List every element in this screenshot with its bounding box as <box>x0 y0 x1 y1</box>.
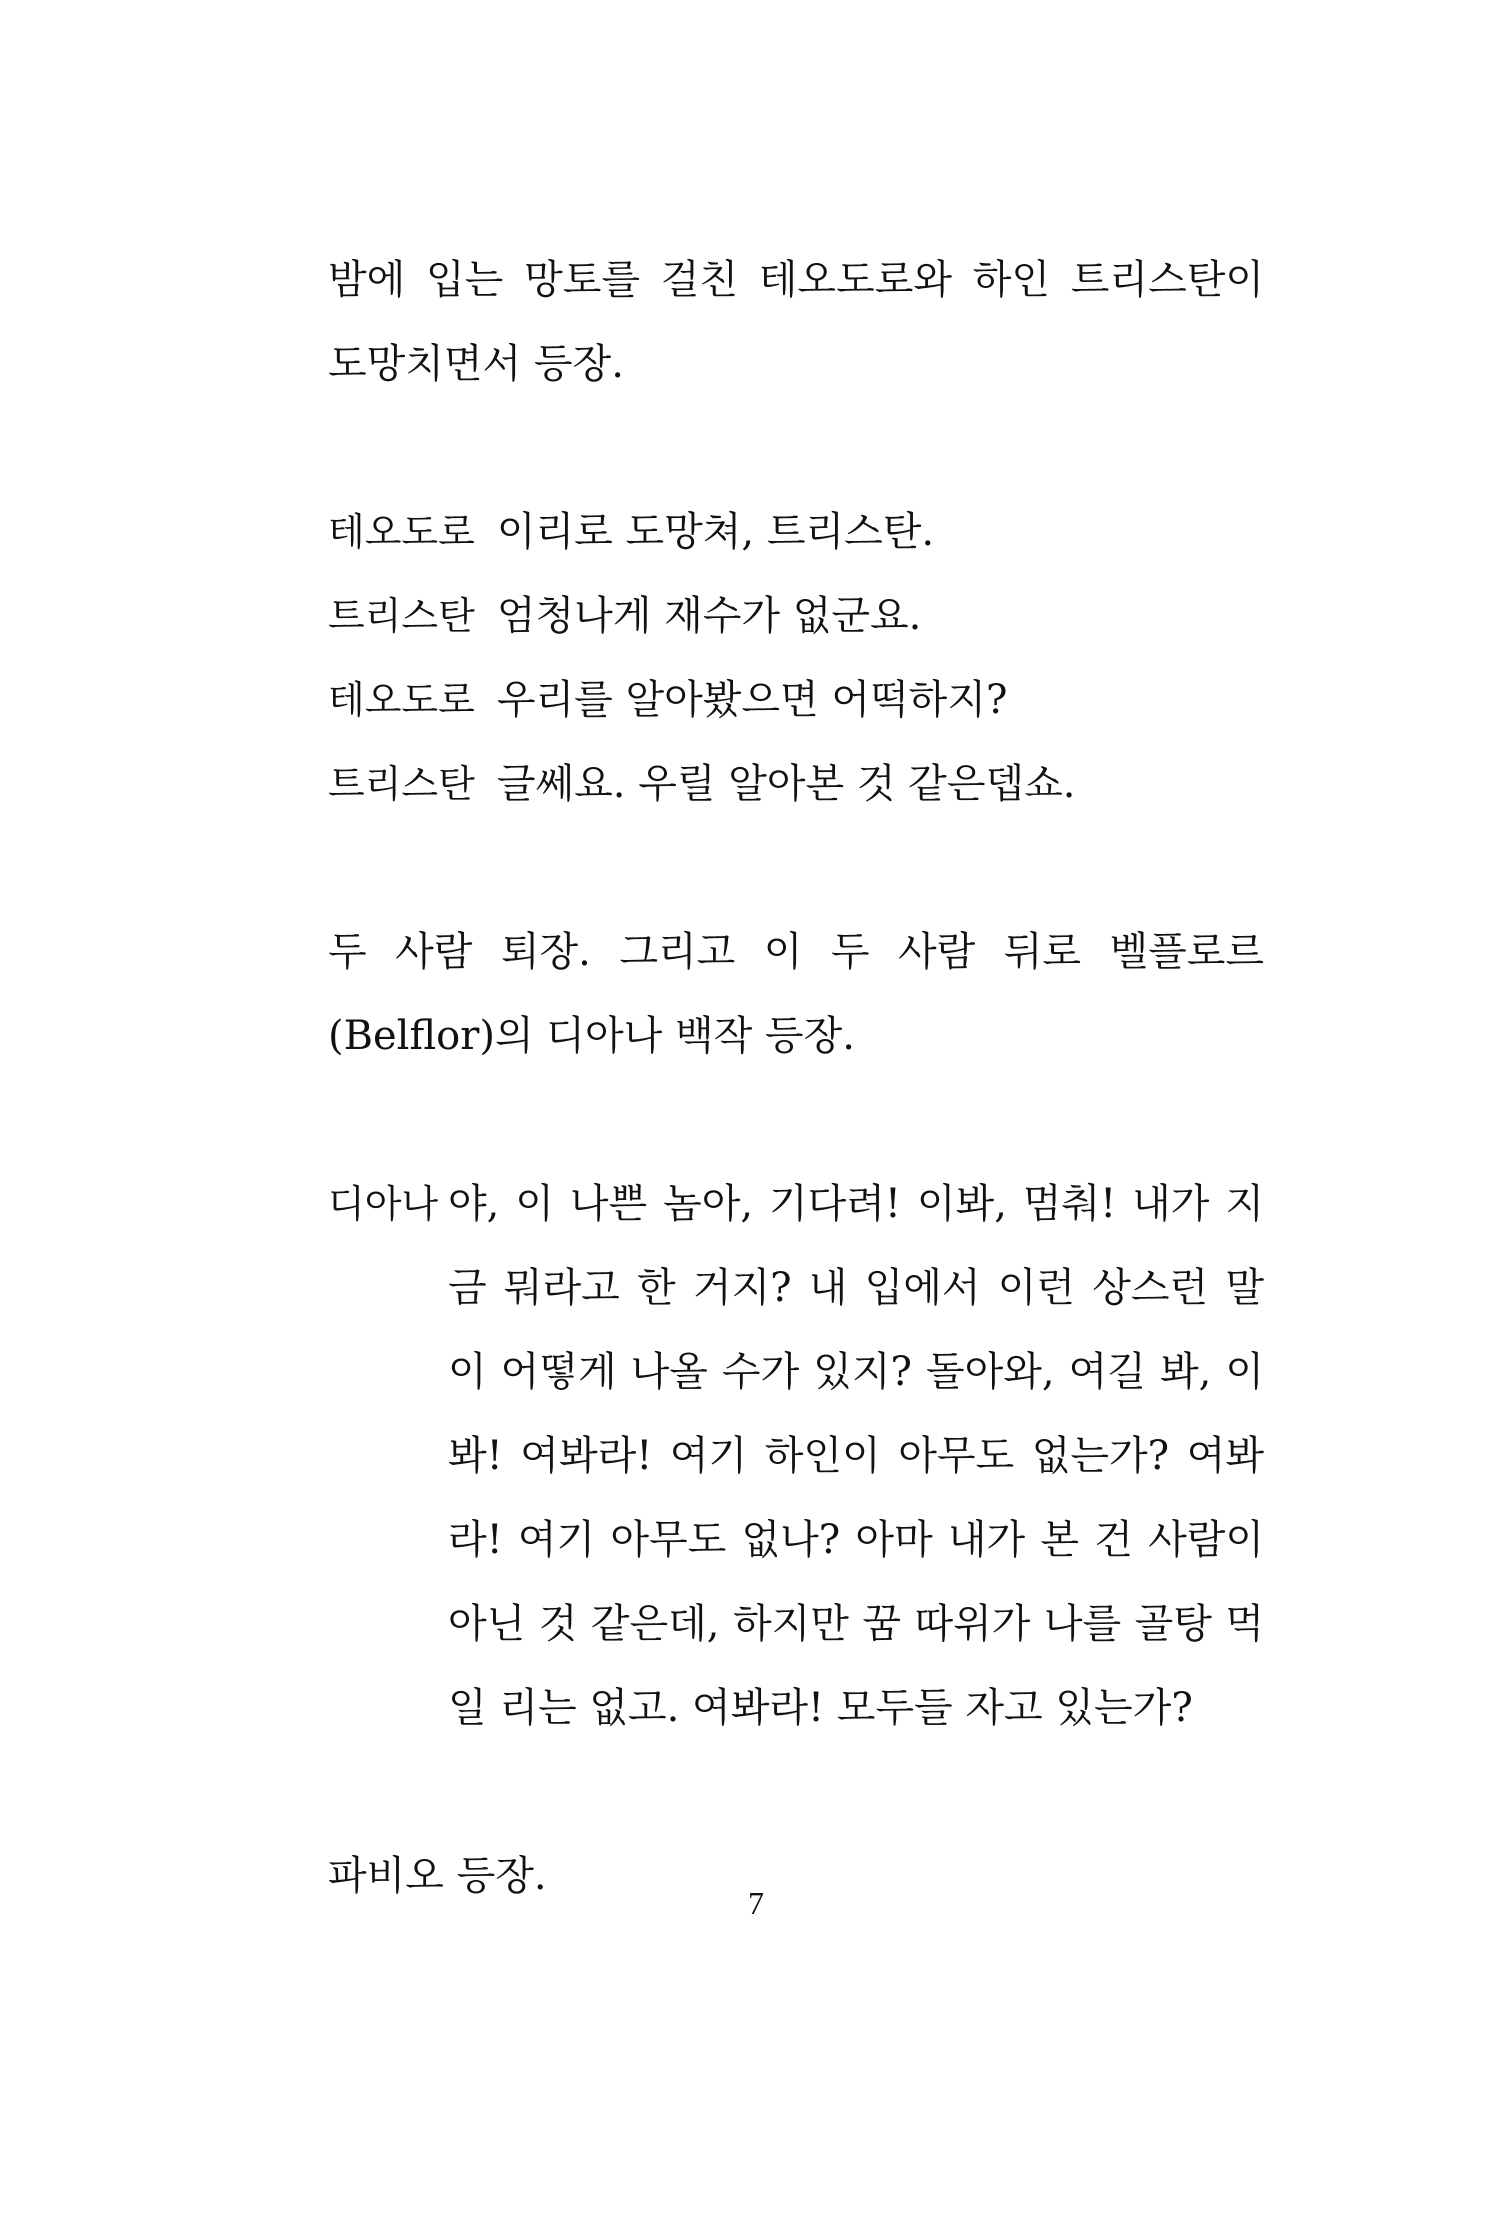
dialogue-text: 야, 이 나쁜 놈아, 기다려! 이봐, 멈춰! 내가 지금 뭐라고 한 거지? 내 입에서 이런 상스런 말이 어떻게 나올 수가 있지? 돌아와, 여길 봐, 이봐! 여봐라! 여기 하인이 아무도 없는가? 여봐라! 여기 아무도 없나? 아마 내가 본 건 사람이 아닌 것 같은데, 하지만 꿈 따위가 나를 골탕 먹일 리는 없고. 여봐라! 모두들 자고 있는가? <box>448 1181 1264 1731</box>
speaker-name: 트리스탄 <box>328 762 475 806</box>
paragraph-gap <box>328 1750 1264 1834</box>
stage-direction: 밤에 입는 망토를 걸친 테오도로와 하인 트리스탄이 도망치면서 등장. <box>328 257 1264 387</box>
paragraph-gap <box>328 826 1264 910</box>
diana-speech <box>328 1162 1264 1750</box>
speaker-name: 디아나 <box>328 1182 439 1226</box>
dialogue-text: 엄청나게 재수가 없군요. <box>496 593 922 639</box>
page-content <box>328 238 1264 1918</box>
dialogue-line <box>328 574 1264 658</box>
dialogue-line <box>328 490 1264 574</box>
speaker-name: 트리스탄 <box>328 594 475 638</box>
paragraph-gap <box>328 406 1264 490</box>
stage-direction: 두 사람 퇴장. 그리고 이 두 사람 뒤로 벨플로르(Belflor)의 디아나 백작 등장. <box>328 929 1264 1059</box>
page-number: 7 <box>748 1885 764 1921</box>
dialogue-line <box>328 742 1264 826</box>
stage-direction: 파비오 등장. <box>328 1853 547 1899</box>
dialogue-text: 이리로 도망쳐, 트리스탄. <box>496 509 935 555</box>
dialogue-text: 글쎄요. 우릴 알아본 것 같은뎁쇼. <box>496 761 1076 807</box>
speaker-name: 테오도로 <box>328 510 475 554</box>
dialogue-text: 우리를 알아봤으면 어떡하지? <box>496 677 1008 723</box>
paragraph-gap <box>328 1078 1264 1162</box>
dialogue-line <box>328 658 1264 742</box>
speaker-name: 테오도로 <box>328 678 475 722</box>
